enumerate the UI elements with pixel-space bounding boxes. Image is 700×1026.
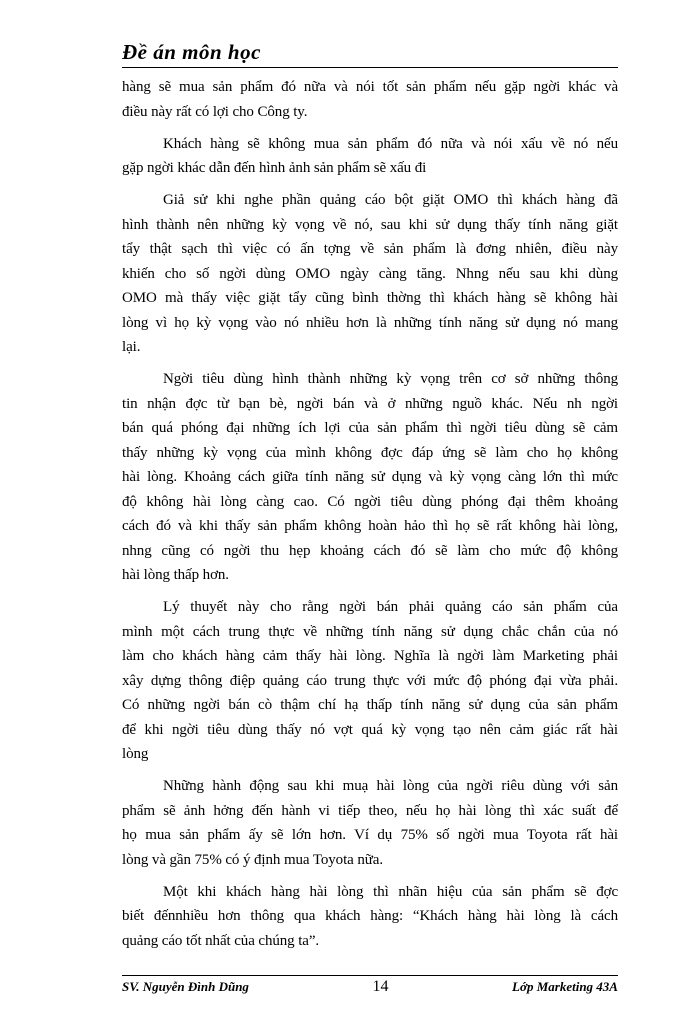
text-line: nhng cũng có ngời thu hẹp khoảng cách đó sẽ làm cho mức độ không [122, 542, 618, 559]
text-line: Có những ngời bán cò thậm chí hạ thấp tính năng sử dụng của sản phẩm [122, 697, 618, 713]
text-line: hài lòng thấp hơn. [122, 567, 229, 583]
text-line: tẩy thật sạch thì việc có ấn tợng về sản phẩm là đơng nhiên, điều này [122, 241, 618, 257]
text-line: biết đếnnhiều hơn thông qua khách hàng: “Khách hàng hài lòng là cách [122, 908, 618, 924]
text-line: lại. [122, 339, 141, 355]
page-header [122, 40, 618, 68]
text-line: Những hành động sau khi muạ hài lòng của ngời riêu dùng với sản [163, 778, 618, 794]
text-line: thấy những kỳ vọng của mình không đợc đáp ứng sẽ làm cho họ không [122, 444, 618, 461]
text-line: điều này rất có lợi cho Công ty. [122, 103, 308, 120]
text-line: để khi ngời tiêu dùng thấy nó vợt quá kỳ vọng tạo nên cảm giác rất hài [122, 721, 618, 738]
text-line: bán quá phóng đại những ích lợi của sản phẩm thì ngời tiêu dùng sẽ cảm [122, 420, 618, 436]
text-line: hình thành nên những kỳ vọng về nó, sau khi sử dụng thấy tính năng giặt [122, 216, 618, 233]
text-line: khiến cho số ngời dùng OMO ngày càng tăng. Nhng nếu sau khi dùng [122, 265, 618, 282]
paragraph [122, 367, 618, 588]
page-number: 14 [372, 977, 389, 995]
paragraph [122, 132, 618, 181]
footer-class: Lớp Marketing 43A [512, 978, 618, 994]
paragraph [122, 880, 618, 954]
text-line: Một khi khách hàng hài lòng thì nhãn hiệu của sản phẩm sẽ đợc [163, 883, 618, 900]
header-title: Đề án môn học [122, 40, 261, 64]
text-line: Lý thuyết này cho rằng ngời bán phải quảng cáo sản phẩm của [163, 599, 618, 615]
text-line: cách đó và khi thấy sản phẩm không hoàn hảo thì họ sẽ rất không hài lòng, [122, 518, 618, 534]
text-line: xây dựng thông điệp quảng cáo trung thực với mức độ phóng đại vừa phải. [122, 672, 618, 689]
text-line: Khách hàng sẽ không mua sản phẩm đó nữa và nói xấu về nó nếu [163, 135, 618, 152]
text-line: hài lòng. Khoảng cách giữa tính năng sử dụng và kỳ vọng càng lớn thì mức [122, 469, 618, 485]
text-line: độ không hài lòng càng cao. Có ngời tiêu dùng phóng đại thêm khoảng [122, 493, 618, 510]
text-line: Ngời tiêu dùng hình thành những kỳ vọng trên cơ sở những thông [163, 371, 618, 387]
footer-spacer [122, 961, 618, 975]
text-line: phẩm sẽ ảnh hởng đến hành vi tiếp theo, nếu họ hài lòng thì xác suất để [122, 802, 618, 819]
text-line: quảng cáo tốt nhất của chúng ta”. [122, 932, 320, 949]
text-line: hàng sẽ mua sản phẩm đó nữa và nói tốt sản phẩm nếu gặp ngời khác và [122, 79, 618, 95]
document-body [122, 75, 618, 961]
text-line: lòng [122, 746, 149, 762]
text-line: tin nhận đợc từ bạn bè, ngời bán và ở những nguồ khác. Nếu nh ngời [122, 395, 618, 412]
page-footer [122, 975, 618, 996]
text-line: OMO mà thấy việc giặt tẩy cũng bình thờng thì khách hàng sẽ không hài [122, 290, 618, 306]
text-line: gặp ngời khác dẫn đến hình ảnh sản phẩm sẽ xấu đi [122, 160, 427, 176]
paragraph [122, 595, 618, 767]
text-line: làm cho khách hàng cảm thấy hài lòng. Nghĩa là ngời làm Marketing phải [122, 648, 618, 664]
paragraph [122, 75, 618, 124]
footer-author: SV. Nguyễn Đình Dũng [122, 978, 249, 994]
paragraph [122, 774, 618, 872]
text-line: lòng vì họ kỳ vọng vào nó nhiều hơn là những tính năng sử dụng nó mang [122, 314, 618, 331]
text-line: Giả sử khi nghe phần quảng cáo bột giặt OMO thì khách hàng đã [163, 192, 618, 208]
text-line: họ mua sản phẩm ấy sẽ lớn hơn. Ví dụ 75% số ngời mua Toyota rất hài [122, 827, 618, 843]
paragraph [122, 188, 618, 360]
text-line: mình một cách trung thực về những tính năng sử dụng chắc chắn của nó [122, 623, 618, 640]
text-line: lòng và gần 75% có ý định mua Toyota nữa. [122, 851, 383, 868]
